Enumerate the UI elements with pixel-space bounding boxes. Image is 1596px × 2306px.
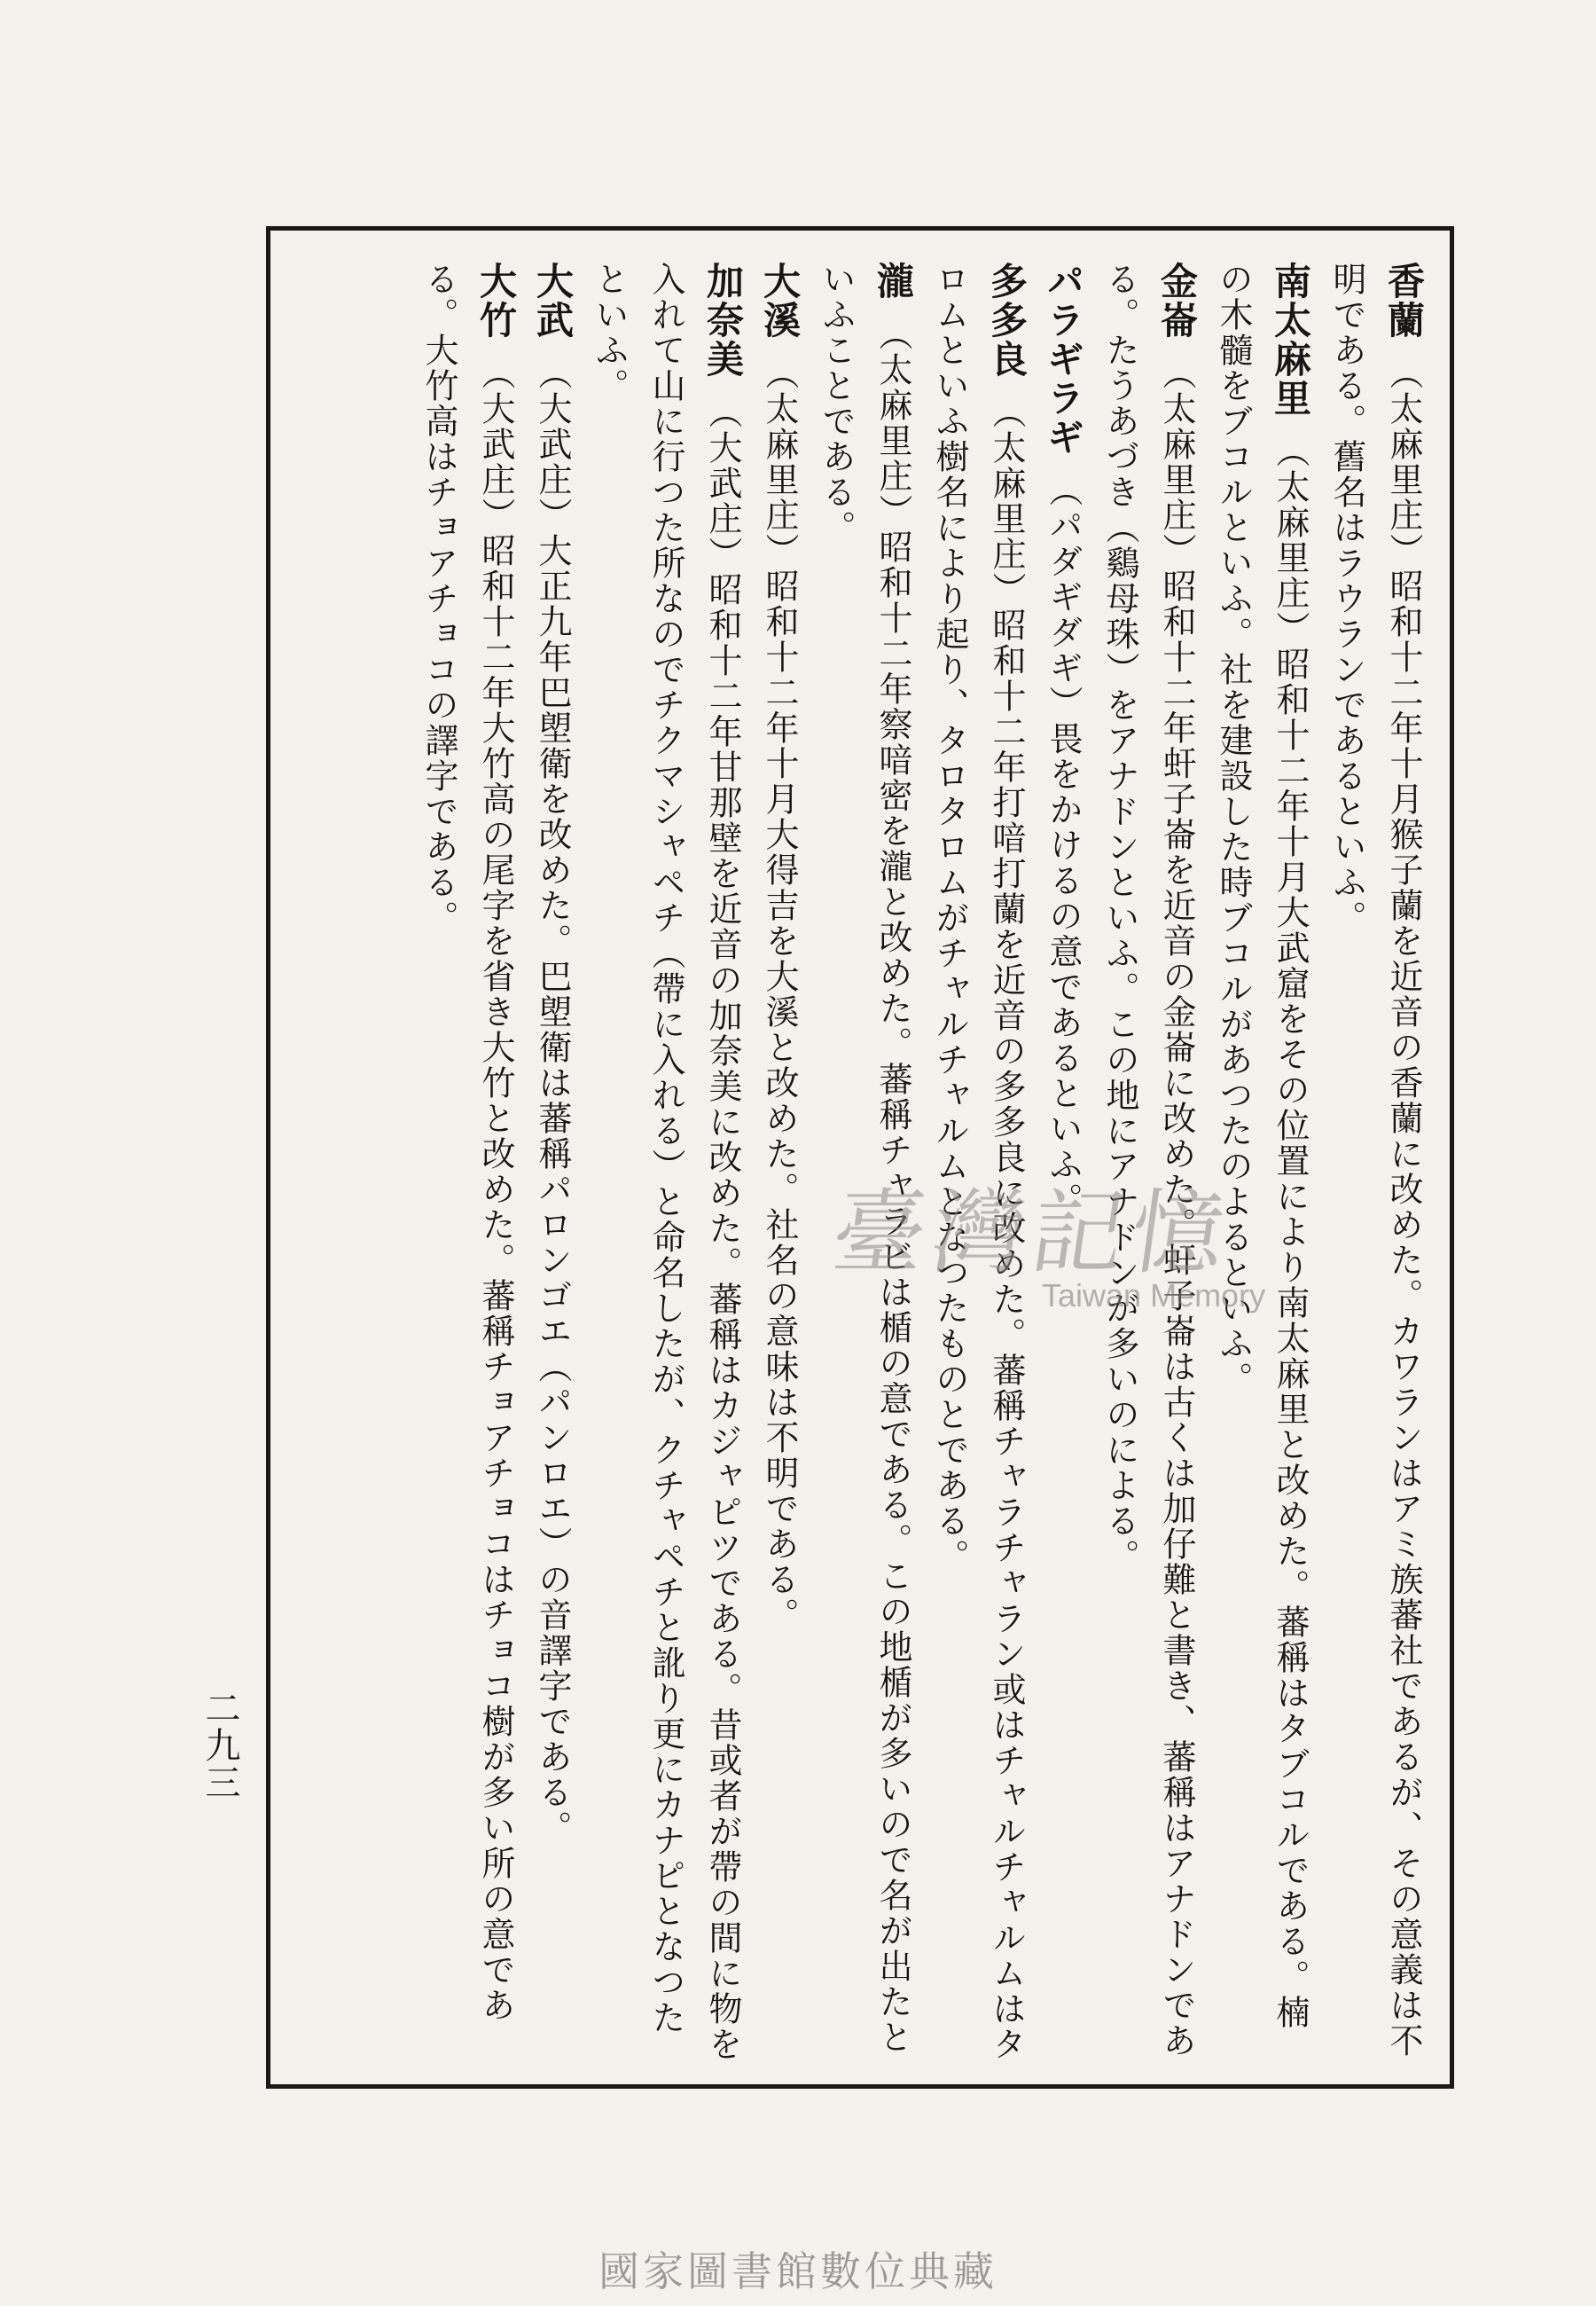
entry	[808, 262, 921, 2062]
entry-term: 金崙	[1155, 262, 1199, 340]
entry-term: 瀧	[872, 262, 915, 301]
watermark	[825, 1179, 1295, 1322]
entry	[524, 262, 581, 2062]
entry-body: （太麻里庄）昭和十二年十月大得吉を大溪と改めた。社名の意味は不明である。	[760, 356, 799, 1633]
entry	[921, 262, 1035, 2062]
watermark-english: Taiwan Memory	[1042, 1277, 1266, 1314]
entry	[411, 262, 524, 2062]
entry-term: 多多良	[985, 262, 1029, 379]
entry	[1091, 262, 1205, 2062]
entry-body: （大武庄）昭和十二年大竹高の尾字を省き大竹と改めた。蕃稱チョアチョコはチョコ樹が多い所の意である。大竹高はチョアチョコの譯字である。	[419, 262, 515, 2023]
watermark-cjk: 臺灣記憶	[825, 1179, 1239, 1287]
entry-body: （太麻里庄）昭和十二年打喑打蘭を近音の多多良に改めた。蕃稱チャラチャラン或はチャルチャルムはタロムといふ樹名により起り、タロタロムがチャルチャルムとなつたものとである。	[930, 262, 1026, 2062]
entry-body: （大武庄）昭和十二年甘那壁を近音の加奈美に改めた。蕃稱はカジャピツである。昔或者が帶の間に物を入れて山に行つた所なのでチクマシャペチ（帶に入れる）と命名したが、クチャペチと訛り更にカナピとなつたといふ。	[590, 262, 742, 2062]
page-number: 二九三	[200, 1690, 240, 1801]
entry-body: （太麻里庄）昭和十二年察喑密を瀧と改めた。蕃稱チャラビは楯の意である。この地楯が多いので名が出たといふことである。	[817, 262, 912, 2055]
footer-source: 國家圖書館數位典藏	[598, 2247, 998, 2295]
entry	[1318, 262, 1432, 2062]
entry	[1205, 262, 1318, 2062]
entry-body: （大武庄）大正九年巴塱衛を改めた。巴塱衛は蕃稱パロンゴエ（パンロエ）の音譯字である。	[533, 356, 572, 1846]
entry-body: （太麻里庄）昭和十二年十月猴子蘭を近音の香蘭に改めた。カワランはアミ族蕃社であるが、その意義は不明である。舊名はラウランであるといふ。	[1327, 262, 1423, 2059]
entry-term: 大武	[531, 262, 575, 340]
entry-term: 香蘭	[1382, 262, 1426, 340]
entry-term: 大竹	[474, 262, 518, 340]
entry	[751, 262, 808, 2062]
entry-body: （太麻里庄）昭和十二年十月大武窟をその位置により南太麻里と改めた。蕃稱はタブコルである。楠の木髓をブコルといふ。社を建設した時ブコルがあつたのよるといふ。	[1214, 262, 1310, 2030]
entry-term: 南太麻里	[1269, 262, 1312, 418]
entry	[581, 262, 751, 2062]
entry-term: 加奈美	[701, 262, 745, 379]
entry-term: パラギラギ	[1042, 262, 1085, 457]
text-block	[293, 262, 1432, 2062]
entry-body: （太麻里庄）昭和十二年虷子崙を近音の金崙に改めた。虷子崙は古くは加仔難と書き、蕃稱はアナドンである。たうあづき（鷄母珠）をアナドンといふ。この地にアナドンが多いのによる。	[1100, 262, 1196, 2059]
entry	[1035, 262, 1091, 2062]
entry-body: （パダギダギ）畏をかけるの意であるといふ。	[1044, 473, 1083, 1218]
entry-term: 大溪	[758, 262, 802, 340]
